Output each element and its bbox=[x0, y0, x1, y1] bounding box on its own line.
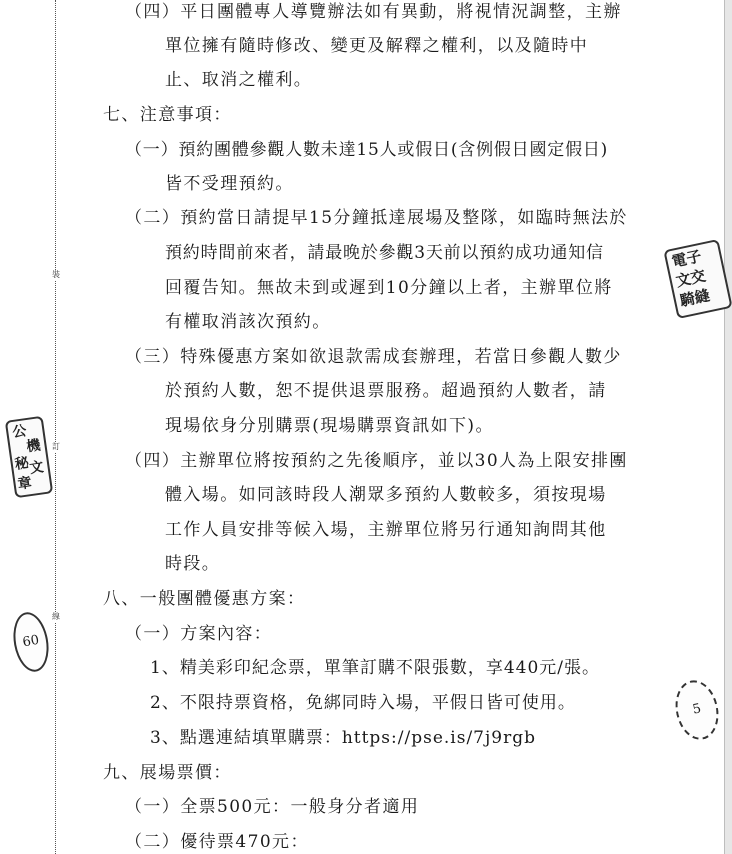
binding-char-ding: 訂 bbox=[52, 442, 60, 451]
doc-line: （二）預約當日請提早15分鐘抵達展場及整隊，如臨時無法於 bbox=[125, 208, 628, 228]
page-seal-left: 60 bbox=[9, 610, 53, 675]
official-document-stamp-left bbox=[5, 416, 53, 499]
section-heading: 七、注意事項： bbox=[103, 105, 232, 125]
section-heading: 九、展場票價： bbox=[103, 763, 232, 783]
doc-line: （三）特殊優惠方案如欲退款需成套辦理，若當日參觀人數少 bbox=[125, 347, 622, 367]
binding-char-zhuang: 裝 bbox=[52, 270, 60, 279]
doc-line: 3、點選連結填單購票：https://pse.is/7j9rgb bbox=[150, 728, 536, 748]
doc-line: （一）方案內容： bbox=[125, 624, 273, 644]
viewer-scroll-gutter[interactable] bbox=[724, 0, 732, 854]
doc-line: 時段。 bbox=[165, 554, 221, 574]
stamp-right-line: 電子 bbox=[670, 247, 704, 271]
doc-line: 體入場。如同該時段人潮眾多預約人數較多，須按現場 bbox=[165, 485, 607, 505]
binding-margin-line bbox=[55, 0, 56, 854]
doc-line: （四）平日團體專人導覽辦法如有異動，將視情況調整，主辦 bbox=[125, 2, 622, 22]
stamp-left-char: 機 bbox=[25, 437, 42, 456]
doc-line: （一）預約團體參觀人數未達15人或假日(含例假日國定假日) bbox=[125, 140, 609, 160]
doc-line: 預約時間前來者，請最晚於參觀3天前以預約成功通知信 bbox=[165, 243, 604, 263]
doc-line: 回覆告知。無故未到或遲到10分鐘以上者，主辦單位將 bbox=[165, 278, 613, 298]
section-heading: 八、一般團體優惠方案： bbox=[103, 589, 306, 609]
stamp-right-line: 騎縫 bbox=[678, 286, 712, 310]
stamp-left-char: 章 bbox=[16, 474, 33, 493]
doc-line: 皆不受理預約。 bbox=[165, 174, 294, 194]
stamp-left-char: 公 bbox=[11, 423, 28, 441]
doc-line: （二）優待票470元： bbox=[125, 832, 309, 852]
doc-line: 止、取消之權利。 bbox=[165, 70, 313, 90]
doc-line: （四）主辦單位將按預約之先後順序，並以30人為上限安排團 bbox=[125, 451, 628, 471]
doc-line: （一）全票500元：一般身分者適用 bbox=[125, 797, 420, 817]
doc-line: 單位擁有隨時修改、變更及解釋之權利，以及隨時中 bbox=[165, 36, 589, 56]
stamp-left-char: 文 bbox=[28, 459, 45, 477]
doc-line: 工作人員安排等候入場，主辦單位將另行通知詢問其他 bbox=[165, 520, 607, 540]
page-seal-right: 5 bbox=[670, 676, 724, 743]
stamp-right-line: 文交 bbox=[674, 266, 708, 291]
doc-line: 2、不限持票資格，免綁同時入場，平假日皆可使用。 bbox=[150, 693, 576, 713]
stamp-left-char: 秘 bbox=[13, 455, 30, 473]
e-document-seal-stamp-right bbox=[663, 239, 732, 319]
doc-line: 1、精美彩印紀念票，單筆訂購不限張數，享440元/張。 bbox=[150, 658, 600, 678]
binding-char-xian: 線 bbox=[52, 612, 60, 621]
doc-line: 有權取消該次預約。 bbox=[165, 312, 331, 332]
doc-line: 於預約人數，恕不提供退票服務。超過預約人數者，請 bbox=[165, 381, 607, 401]
doc-line: 現場依身分別購票(現場購票資訊如下)。 bbox=[165, 416, 494, 436]
